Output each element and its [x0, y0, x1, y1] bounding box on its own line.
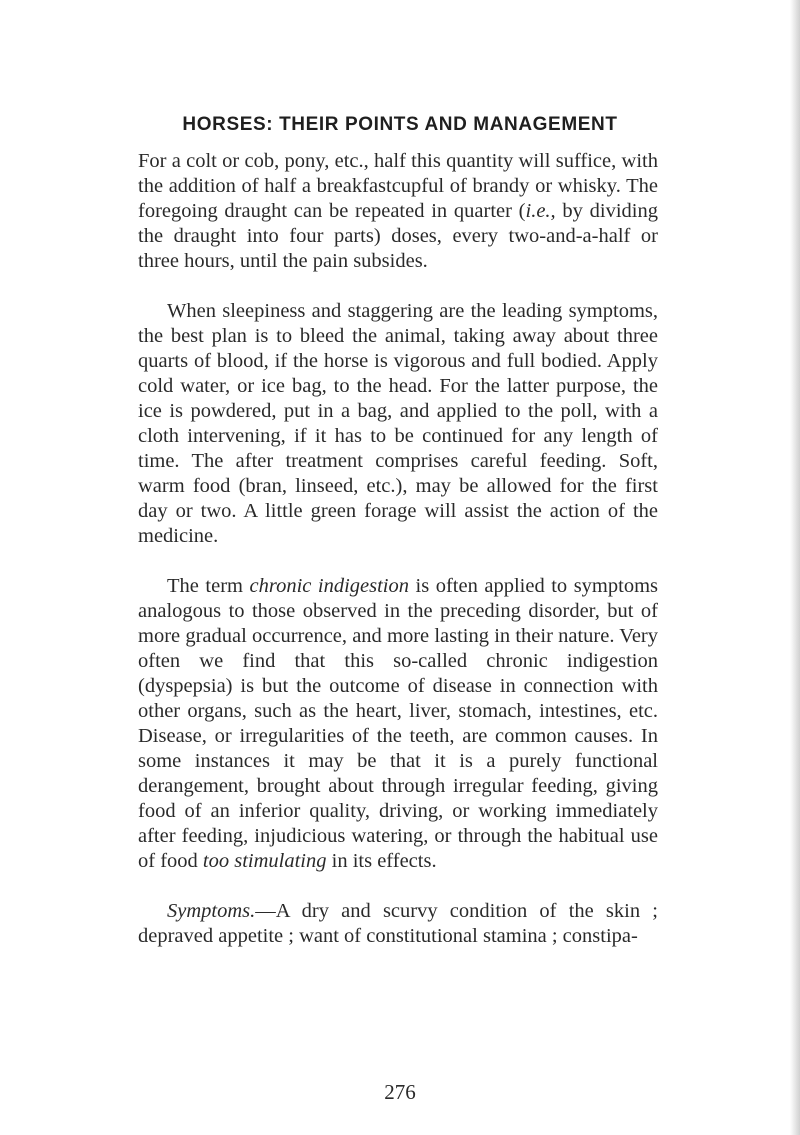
paragraph — [138, 574, 658, 874]
text-run: is often applied to symptoms analogous to those observed in the preceding disorder, but of more gradual occurrence, and more lasting in their nature. Very often we find that this so-called chronic indigestion (dyspepsia) is but the outcome of disease in connection with other organs, such as the heart, liver, stomach, intestines, etc. Disease, or irregularities of the teeth, are common causes. In some instances it may be that it is a purely functional derangement, brought about through irregular feeding, giving food of an inferior quality, driving, or working immediately after feeding, injudicious watering, or through the habitual use of food — [138, 575, 658, 872]
running-head: HORSES: THEIR POINTS AND MANAGEMENT — [182, 114, 618, 135]
text-run: by dividing the draught into four parts) doses, every two-and-a-half or three hours, until the pain subsides. — [138, 200, 658, 272]
text-run: The term — [167, 575, 250, 597]
text-run: in its effects. — [326, 850, 437, 872]
paragraph — [138, 899, 658, 949]
italic-text: chronic indigestion — [249, 575, 409, 597]
italic-text: Symptoms. — [167, 900, 256, 922]
body-text — [138, 149, 658, 949]
page-edge-shadow — [790, 0, 800, 1135]
italic-text: too stimulating — [202, 850, 327, 872]
paragraph — [138, 299, 658, 549]
italic-text: i.e., — [525, 200, 556, 222]
paragraph — [138, 149, 658, 274]
text-run: For a colt or cob, pony, etc., half this quantity will suffice, with the addition of half a breakfastcupful of brandy or whisky. The foregoing draught can be repeated in quarter ( — [138, 150, 658, 222]
text-run: When sleepiness and staggering are the leading symptoms, the best plan is to bleed the animal, taking away about three quarts of blood, if the horse is vigorous and full bodied. Apply cold water, or ice bag, to the head. For the latter purpose, the ice is powdered, put in a bag, and applied to the poll, with a cloth intervening, if it has to be continued for any length of time. The after treatment comprises careful feeding. Soft, warm food (bran, linseed, etc.), may be allowed for the first day or two. A little green forage will assist the action of the medicine. — [138, 300, 658, 547]
text-run: —A dry and scurvy condition of the skin ; depraved appetite ; want of constitutional stamina ; constipa- — [138, 900, 658, 947]
page-number: 276 — [384, 1080, 416, 1104]
